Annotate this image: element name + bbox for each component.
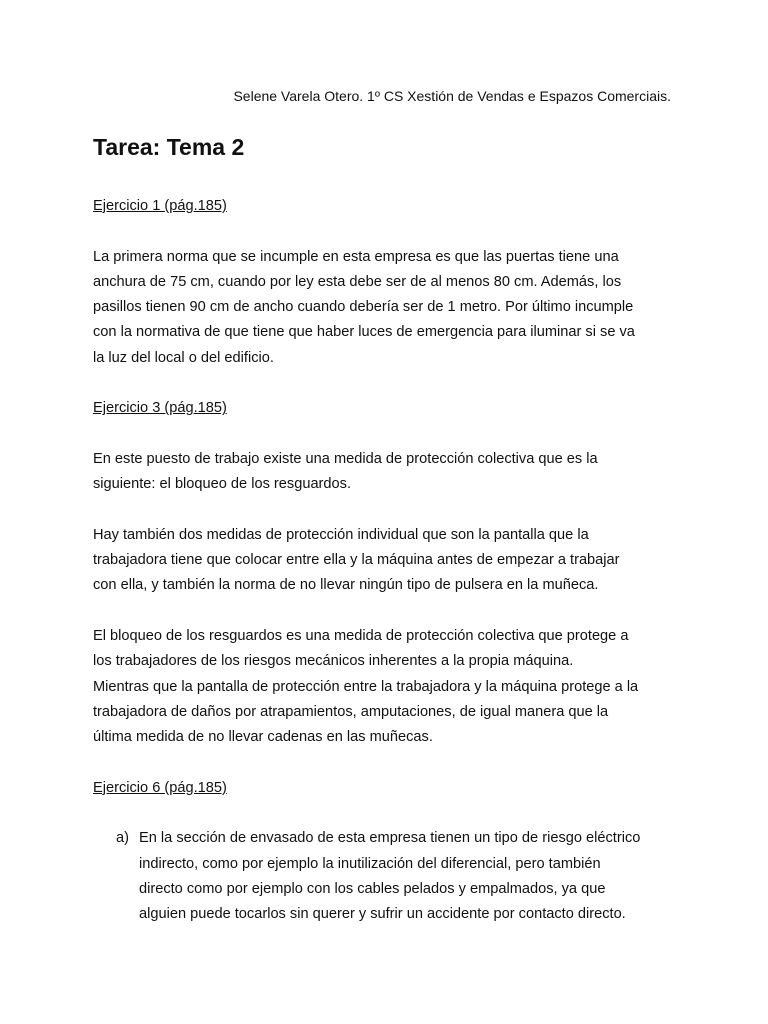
text-line: con la normativa de que tiene que haber luces de emergencia para iluminar si se va <box>93 324 635 341</box>
text-line: siguiente: el bloqueo de los resguardos. <box>93 476 351 493</box>
text-line: En este puesto de trabajo existe una medida de protección colectiva que es la <box>93 450 598 467</box>
page-title: Tarea: Tema 2 <box>93 134 245 160</box>
text-line: trabajadora tiene que colocar entre ella y la máquina antes de empezar a trabajar <box>93 552 620 569</box>
author-header: Selene Varela Otero. 1º CS Xestión de Vendas e Espazos Comerciais. <box>233 88 671 104</box>
text-line: última medida de no llevar cadenas en las muñecas. <box>93 729 433 746</box>
text-line: Mientras que la pantalla de protección entre la trabajadora y la máquina protege a la <box>93 678 639 695</box>
exercise-3-paragraph-3 <box>93 624 693 750</box>
text-line: trabajadora de daños por atrapamientos, amputaciones, de igual manera que la <box>93 703 609 720</box>
text-line: indirecto, como por ejemplo la inutilización del diferencial, pero también <box>139 855 601 872</box>
list-item <box>93 826 693 927</box>
exercise-6-heading: Ejercicio 6 (pág.185) <box>93 779 227 796</box>
text-line: la luz del local o del edificio. <box>93 349 274 366</box>
exercise-6-list <box>93 826 693 927</box>
exercise-1-heading: Ejercicio 1 (pág.185) <box>93 198 227 214</box>
text-line: anchura de 75 cm, cuando por ley esta debe ser de al menos 80 cm. Además, los <box>93 273 622 290</box>
exercise-1-paragraph <box>93 245 693 371</box>
text-line: En la sección de envasado de esta empresa tienen un tipo de riesgo eléctrico <box>139 830 641 847</box>
text-line: los trabajadores de los riesgos mecánicos inherentes a la propia máquina. <box>93 653 574 670</box>
list-marker: a) <box>116 830 129 847</box>
text-line: con ella, y también la norma de no llevar ningún tipo de pulsera en la muñeca. <box>93 577 599 594</box>
text-line: directo como por ejemplo con los cables pelados y empalmados, ya que <box>139 881 606 898</box>
exercise-3-paragraph-2 <box>93 523 693 599</box>
text-line: pasillos tienen 90 cm de ancho cuando debería ser de 1 metro. Por último incumple <box>93 299 634 316</box>
text-line: El bloqueo de los resguardos es una medida de protección colectiva que protege a <box>93 628 629 645</box>
exercise-3-paragraph-1 <box>93 447 693 498</box>
text-line: alguien puede tocarlos sin querer y sufrir un accidente por contacto directo. <box>139 906 626 923</box>
text-line: La primera norma que se incumple en esta empresa es que las puertas tiene una <box>93 248 619 265</box>
exercise-3-heading: Ejercicio 3 (pág.185) <box>93 400 227 417</box>
document-body <box>93 194 693 928</box>
text-line: Hay también dos medidas de protección individual que son la pantalla que la <box>93 526 589 543</box>
